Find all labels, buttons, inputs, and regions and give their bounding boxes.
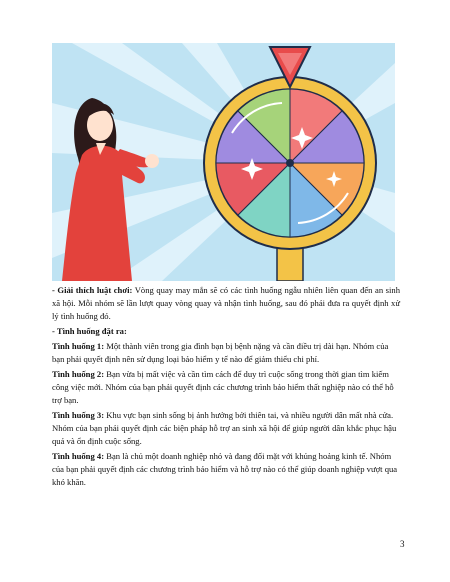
case-item: [52, 368, 400, 407]
case-label: Tình huống 4:: [52, 451, 105, 461]
case-text: Khu vực bạn sinh sống bị ảnh hưởng bởi thiên tai, và nhiều người dân mất nhà cửa. Nhóm của bạn phải quyết định các biện pháp hỗ trợ an sinh xã hội để giúp người dân khắc phục hậu quả và ổn định cuộc sống.: [52, 410, 397, 446]
case-label: Tình huống 1:: [52, 341, 105, 351]
prize-wheel-illustration: [52, 43, 395, 281]
case-item: [52, 409, 400, 448]
page-number: 3: [400, 539, 405, 549]
rules-explanation: [52, 284, 400, 323]
case-item: [52, 340, 400, 366]
section-title: - Tình huống đặt ra:: [52, 326, 127, 336]
document-body: [52, 284, 400, 489]
rules-text: Vòng quay may mắn sẽ có các tình huống ngẫu nhiên liên quan đến an sinh xã hội. Mỗi nhóm sẽ lần lượt quay vòng quay và nhận tình huống, sau đó phải đưa ra quyết định xử lý tình huống đó.: [52, 285, 400, 321]
rules-label: - Giải thích luật chơi:: [52, 285, 133, 295]
prize-wheel: [204, 77, 376, 249]
case-text: Bạn vừa bị mất việc và cần tìm cách để duy trì cuộc sống trong thời gian tìm kiếm công việc mới. Nhóm của bạn phải quyết định các chương trình bảo hiểm thất nghiệp nào có thể hỗ trợ bạn.: [52, 369, 394, 405]
case-label: Tình huống 2:: [52, 369, 105, 379]
case-text: Một thành viên trong gia đình bạn bị bệnh nặng và cần điều trị dài hạn. Nhóm của bạn phải quyết định nên sử dụng loại bảo hiểm y tế nào để giảm thiểu chi phí.: [52, 341, 389, 364]
case-text: Bạn là chủ một doanh nghiệp nhỏ và đang đối mặt với khủng hoảng kinh tế. Nhóm của bạn phải quyết định các chương trình bảo hiểm và hỗ trợ nào có thể giúp doanh nghiệp vượt qua khó khăn.: [52, 451, 398, 487]
case-item: [52, 450, 400, 489]
case-label: Tình huống 3:: [52, 410, 105, 420]
wheel-stand: [277, 248, 303, 281]
